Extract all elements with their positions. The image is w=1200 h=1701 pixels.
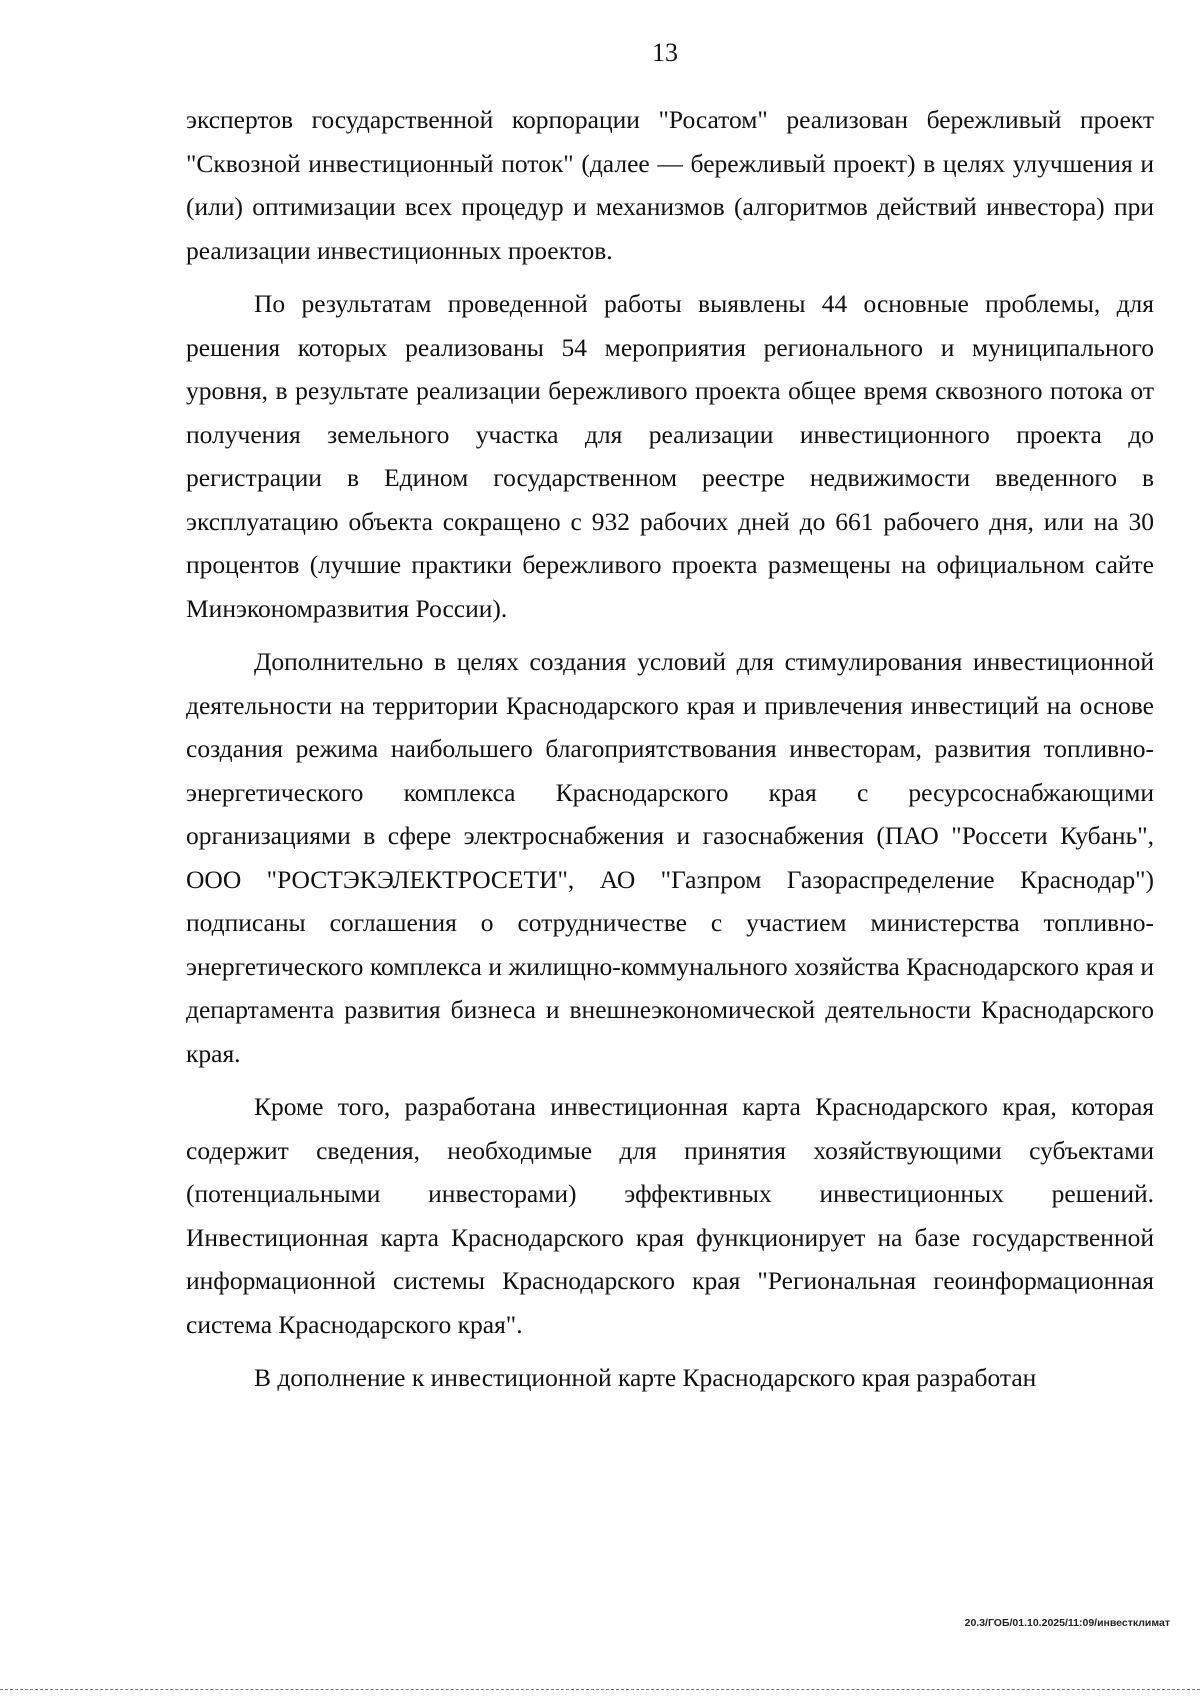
paragraph-results: По результатам проведенной работы выявлены 44 основные проблемы, для решения которых реализованы 54 мероприятия регионального и муниципального уровня, в результате реализации бережливого проекта общее время сквозного потока от получения земельного участка для реализации инвестиционного проекта до регистрации в Едином государственном реестре недвижимости введенного в эксплуатацию объекта сокращено с 932 рабочих дней до 661 рабочего дня, или на 30 процентов (лучшие практики бережливого проекта размещены на официальном сайте Минэкономразвития России). (186, 289, 1154, 623)
page-number: 13 (652, 38, 678, 67)
paragraph-continuation: экспертов государственной корпорации "Росатом" реализован бережливый проект "Сквозной инвестиционный поток" (далее — бережливый проект) в целях улучшения и (или) оптимизации всех процедур и механизмов (алгоритмов действий инвестора) при реализации инвестиционных проектов. (186, 105, 1154, 265)
paragraph-addition: В дополнение к инвестиционной карте Краснодарского края разработан (254, 1363, 1037, 1392)
footer-document-code: 20.3/ГОБ/01.10.2025/11:09/инвестклимат (964, 1617, 1170, 1629)
paragraph-agreements: Дополнительно в целях создания условий для стимулирования инвестиционной деятельности на территории Краснодарского края и привлечения инвестиций на основе создания режима наибольшего благоприятствования инвесторам, развития топливно-энергетического комплекса Краснодарского края с ресурсоснабжающими организациями в сфере электроснабжения и газоснабжения (ПАО "Россети Кубань", ООО "РОСТЭКЭЛЕКТРОСЕТИ", АО "Газпром Газораспределение Краснодар") подписаны соглашения о сотрудничестве с участием министерства топливно-энергетического комплекса и жилищно-коммунального хозяйства Краснодарского края и департамента развития бизнеса и внешнеэкономической деятельности Краснодарского края. (186, 647, 1154, 1068)
document-body (186, 98, 1154, 1400)
scan-edge-line (0, 1689, 1200, 1690)
paragraph-investment-map: Кроме того, разработана инвестиционная карта Краснодарского края, которая содержит сведения, необходимые для принятия хозяйствующими субъектами (потенциальными инвесторами) эффективных инвестиционных решений. Инвестиционная карта Краснодарского края функционирует на базе государственной информационной системы Краснодарского края "Региональная геоинформационная система Краснодарского края". (186, 1092, 1154, 1339)
